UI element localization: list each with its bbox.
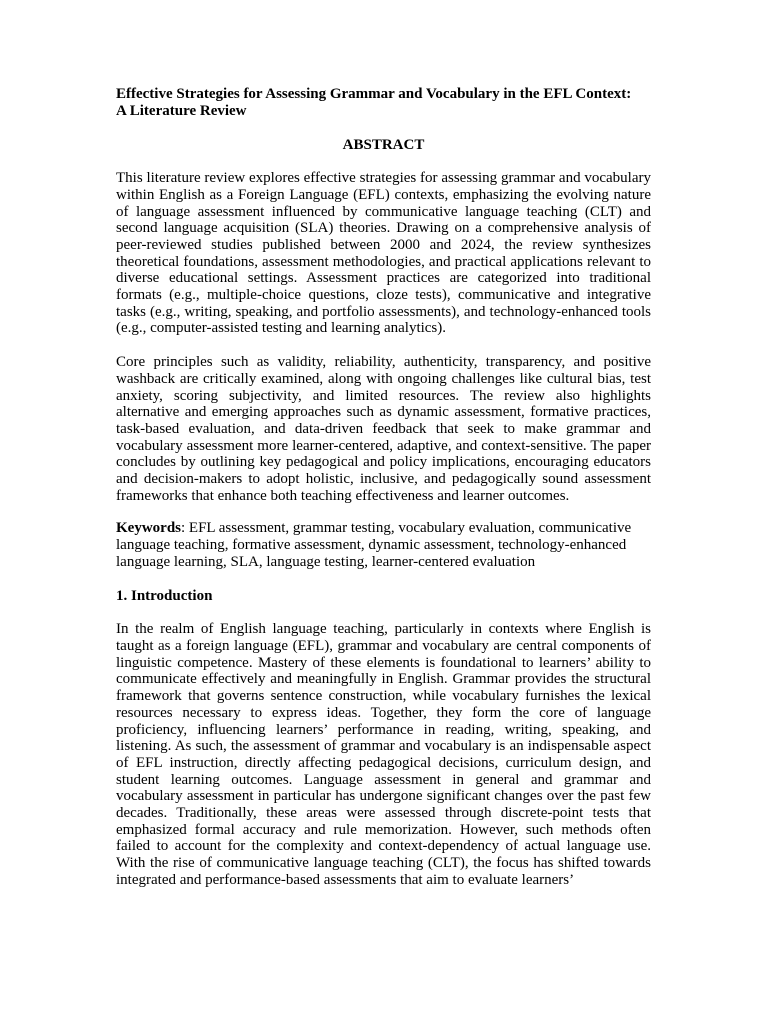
keywords bbox=[116, 520, 651, 570]
paper-title-line-2: A Literature Review bbox=[116, 102, 247, 119]
abstract-paragraph-2: Core principles such as validity, reliability, authenticity, transparency, and positive washback are critically examined, along with ongoing challenges like cultural bias, test anxiety, scoring subjectivity, and limited resources. The review also highlights alternative and emerging approaches such as dynamic assessment, formative practices, task-based evaluation, and data-driven feedback that seek to make grammar and vocabulary assessment more learner-centered, adaptive, and context-sensitive. The paper concludes by outlining key pedagogical and policy implications, encouraging educators and decision-makers to adopt holistic, inclusive, and pedagogically sound assessment frameworks that enhance both teaching effectiveness and learner outcomes. bbox=[116, 354, 651, 504]
abstract-paragraph-1: This literature review explores effective strategies for assessing grammar and vocabulary within English as a Foreign Language (EFL) contexts, emphasizing the evolving nature of language assessment influenced by communicative language teaching (CLT) and second language acquisition (SLA) theories. Drawing on a comprehensive analysis of peer-reviewed studies published between 2000 and 2024, the review synthesizes theoretical foundations, assessment methodologies, and practical applications relevant to diverse educational settings. Assessment practices are categorized into traditional formats (e.g., multiple-choice questions, cloze tests), communicative and integrative tasks (e.g., writing, speaking, and portfolio assessments), and technology-enhanced tools (e.g., computer-assisted testing and learning analytics). bbox=[116, 170, 651, 337]
paper-title-line-1: Effective Strategies for Assessing Grammar and Vocabulary in the EFL Context: bbox=[116, 86, 632, 102]
keywords-line-2: language teaching, formative assessment, dynamic assessment, technology-enhanced bbox=[116, 537, 627, 554]
paper-page bbox=[116, 86, 651, 889]
keywords-line-1: : EFL assessment, grammar testing, vocabulary evaluation, communicative bbox=[181, 520, 632, 537]
introduction-paragraph-1: In the realm of English language teaching, particularly in contexts where English is taught as a foreign language (EFL), grammar and vocabulary are central components of linguistic competence. Mastery of these elements is foundational to learners’ ability to communicate effectively and meaningfully in English. Grammar provides the structural framework that governs sentence construction, while vocabulary furnishes the lexical resources necessary to express ideas. Together, they form the core of language proficiency, influencing learners’ performance in reading, writing, speaking, and listening. As such, the assessment of grammar and vocabulary is an indispensable aspect of EFL instruction, directly affecting pedagogical decisions, curriculum design, and student learning outcomes. Language assessment in general and grammar and vocabulary assessment in particular has undergone significant changes over the past few decades. Traditionally, these areas were assessed through discrete-point tests that emphasized formal accuracy and rule memorization. However, such methods often failed to account for the complexity and context-dependency of actual language use. With the rise of communicative language teaching (CLT), the focus has shifted towards integrated and performance-based assessments that aim to evaluate learners’ bbox=[116, 621, 651, 888]
paper-title bbox=[116, 86, 651, 119]
keywords-line-3: language learning, SLA, language testing, learner-centered evaluation bbox=[116, 553, 536, 570]
introduction-heading: 1. Introduction bbox=[116, 587, 213, 604]
abstract-heading: ABSTRACT bbox=[342, 137, 425, 154]
keywords-label: Keywords bbox=[116, 520, 181, 537]
